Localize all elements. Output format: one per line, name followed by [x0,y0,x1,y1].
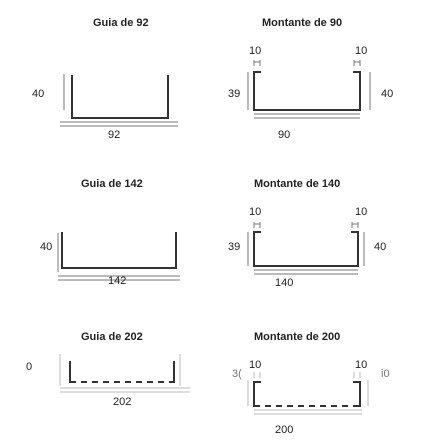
guia-202-title: Guia de 202 [81,331,143,343]
montante-90-flange-left: 10 [249,45,262,57]
montante-140-flange-left: 10 [249,206,262,218]
montante-140-title: Montante de 140 [254,178,341,190]
guia-142-height-label: 40 [40,241,53,253]
montante-90-height-left: 39 [228,88,241,100]
montante-140-profile [246,220,370,276]
montante-200-flange-left: 10 [249,359,262,371]
guia-92-profile [60,70,180,130]
guia-202-height-label: 0 [26,361,33,373]
montante-200-flange-right: 10 [355,359,368,371]
montante-140-flange-right: 10 [355,206,368,218]
montante-200-profile [246,372,376,420]
montante-90-title: Montante de 90 [262,17,343,29]
montante-140-height-right: 40 [374,241,387,253]
guia-202-width-label: 202 [113,396,132,408]
guia-142-width-label: 142 [108,275,127,287]
montante-90-flange-right: 10 [355,45,368,57]
montante-200-title: Montante de 200 [254,331,341,343]
montante-90-width-label: 90 [278,129,291,141]
montante-90-profile [246,58,378,120]
montante-200-height-left: 3( [232,368,242,380]
montante-140-width-label: 140 [275,277,294,289]
guia-202-profile [56,352,196,396]
montante-90-height-right: 40 [381,88,394,100]
guia-92-title: Guia de 92 [93,17,149,29]
montante-200-width-label: 200 [275,424,294,436]
guia-92-width-label: 92 [108,129,121,141]
guia-142-title: Guia de 142 [81,178,143,190]
guia-92-height-label: 40 [32,88,45,100]
montante-200-height-right: i0 [381,368,390,380]
montante-140-height-left: 39 [228,241,241,253]
